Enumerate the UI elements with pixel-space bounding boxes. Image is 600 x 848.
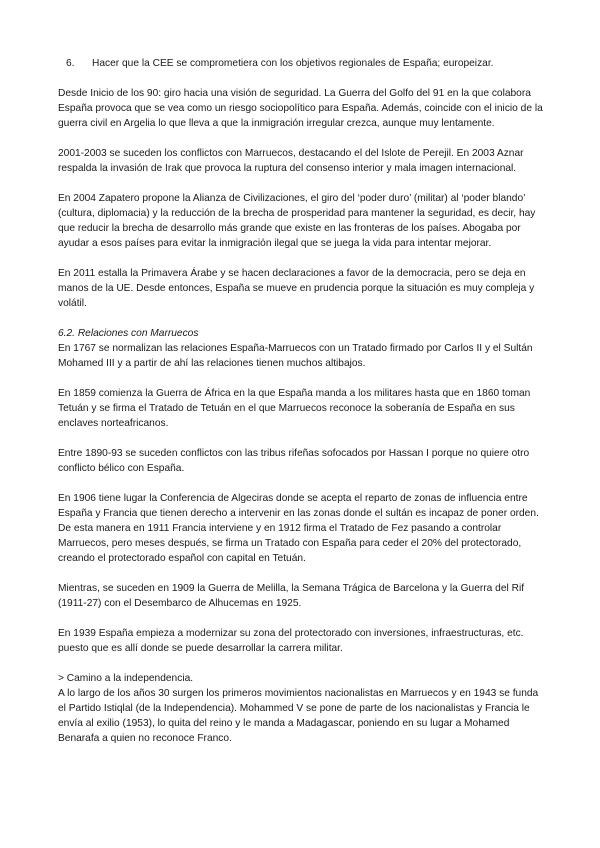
numbered-list-item (66, 56, 548, 71)
section-heading: 6.2. Relaciones con Marruecos (58, 328, 199, 339)
paragraph: En 1939 España empieza a modernizar su zona del protectorado con inversiones, infraestructuras, etc. puesto que es allí donde se puede desarrollar la carrera militar. (58, 628, 524, 654)
paragraph: En 2011 estalla la Primavera Árabe y se hacen declaraciones a favor de la democracia, pero se deja en manos de la UE. Desde entonces, España se mueve en prudencia porque la situación es muy compleja y volátil. (58, 268, 535, 309)
paragraph: En 1859 comienza la Guerra de África en la que España manda a los militares hasta que en 1860 toman Tetuán y se firma el Tratado de Tetuán en el que Marruecos reconoce la soberanía de España en sus enclaves norteafricanos. (58, 388, 531, 429)
paragraph: Entre 1890-93 se suceden conflictos con las tribus rifeñas sofocados por Hassan I porque no quiere otro conflicto bélico con España. (58, 448, 530, 474)
paragraph: En 1906 tiene lugar la Conferencia de Algeciras donde se acepta el reparto de zonas de influencia entre España y Francia que tienen derecho a intervenir en las zonas donde el sultán es incapaz de poner orden. De esta manera en 1911 Francia interviene y en 1912 firma el Tratado de Fez pasando a controlar Marruecos, pero meses después, se firma un Tratado con España para ceder el 20% del protectorado, creando el protectorado español con capital en Tetuán. (58, 493, 539, 564)
document-page (58, 56, 548, 761)
paragraph: 2001-2003 se suceden los conflictos con Marruecos, destacando el del Islote de Perejil. En 2003 Aznar respalda la invasión de Irak que provoca la ruptura del consenso interior y mala imagen internacional. (58, 148, 524, 174)
list-item-text: Hacer que la CEE se comprometiera con los objetivos regionales de España; europeizar. (92, 58, 494, 69)
subsection-heading: > Camino a la independencia. (58, 673, 194, 684)
list-item-number: 6. (66, 58, 75, 69)
paragraph: En 2004 Zapatero propone la Alianza de Civilizaciones, el giro del ‘poder duro’ (militar) al ‘poder blando’ (cultura, diplomacia) y la reducción de la brecha de prosperidad para mantener la seguridad, es decir, hay que reducir la brecha de desarrollo más grande que existe en las fronteras de los países. Abogaba por ayudar a esos países para evitar la inmigración ilegal que se juega la vida para intentar mejorar. (58, 193, 536, 249)
paragraph: A lo largo de los años 30 surgen los primeros movimientos nacionalistas en Marruecos y en 1943 se funda el Partido Istiqlal (de la Independencia). Mohammed V se pone de parte de los nacionalistas y Francia le envía al exilio (1953), lo quita del reino y le manda a Madagascar, poniendo en su lugar a Mohamed Benarafa a quien no reconoce Franco. (58, 688, 539, 744)
paragraph: Desde Inicio de los 90: giro hacia una visión de seguridad. La Guerra del Golfo del 91 en la que colabora España provoca que se vea como un riesgo sociopolítico para España. Además, coincide con el inicio de la guerra civil en Argelia lo que lleva a que la inmigración irregular crezca, aunque muy lentamente. (58, 88, 543, 129)
paragraph: En 1767 se normalizan las relaciones España-Marruecos con un Tratado firmado por Carlos II y el Sultán Mohamed III y a partir de ahí las relaciones tienen muchos altibajos. (58, 343, 533, 369)
paragraph: Mientras, se suceden en 1909 la Guerra de Melilla, la Semana Trágica de Barcelona y la Guerra del Rif (1911-27) con el Desembarco de Alhucemas en 1925. (58, 583, 525, 609)
